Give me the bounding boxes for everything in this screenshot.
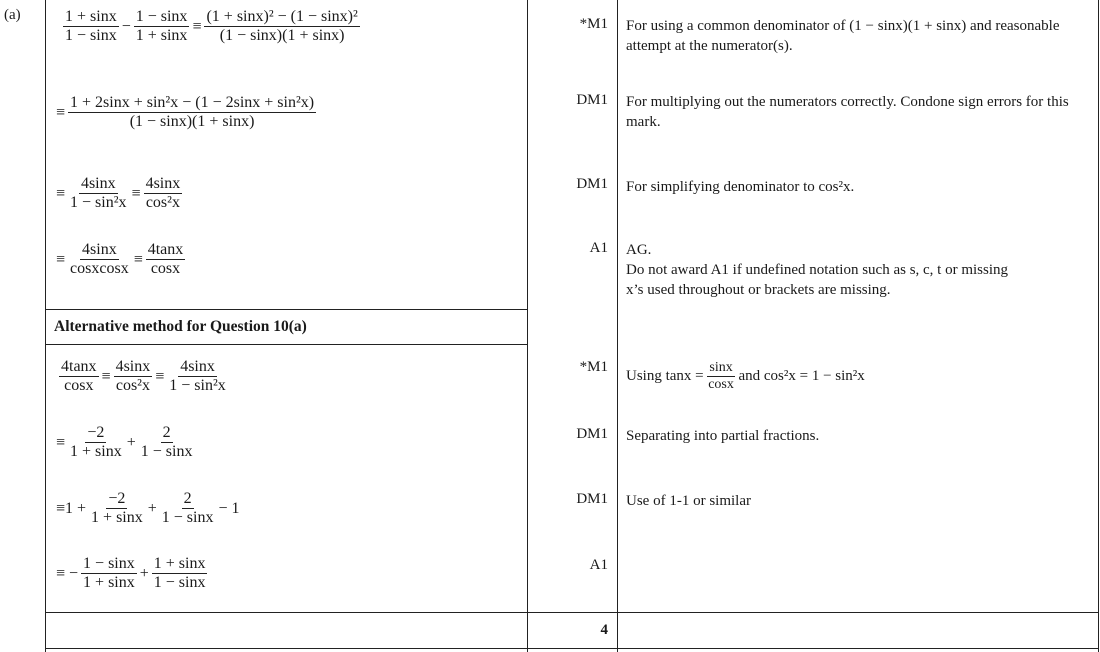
working-line-1: $\frac{1 + \sin x}{1 - \sin x}$ − $\frac{1 - \sin x}{1 + \sin x}$ ≡ $\frac{\text{(1 + sinx)² − (1 − sinx)²}}{(1 - \sin x)(1 + \sin x)}$: [65, 8, 358, 45]
working-line-3: ≡ $\frac{4\sin x}{\text{1 − sin²x}}$ ≡ $\frac{4\sin x}{\text{cos²x}}$: [56, 175, 181, 212]
mark-4: A1: [589, 240, 608, 256]
alt-heading-bottom-rule: [45, 344, 528, 345]
working-line-7: ≡1 + $\frac{-2}{1 + \sin x}$ + $\frac{2}{1 - \sin x}$ − 1: [56, 490, 240, 527]
comment-2: For multiplying out the numerators correctly. Condone sign errors for this mark.: [626, 94, 1069, 130]
table-border-right-mid: [617, 0, 618, 652]
working-line-4: ≡ $\frac{4\sin x}{\text{cosxcosx}}$ ≡ $\frac{4\tan x}{\cos x}$: [56, 241, 184, 278]
working-line-8: ≡ − $\frac{1 - \sin x}{1 + \sin x}$ + $\frac{1 + \sin x}{1 - \sin x}$: [56, 555, 206, 592]
mark-7: DM1: [576, 491, 608, 507]
alt-heading-top-rule: [45, 309, 528, 310]
mark-3: DM1: [576, 176, 608, 192]
total-marks: 4: [600, 622, 608, 638]
comment-5: Using tanx = $\frac{\sin x}{\cos x}$ and cos²x = 1 − sin²x: [626, 360, 865, 392]
working-line-2: ≡ $\frac{\text{1 + 2sinx + sin²x − (1 − 2sinx + sin²x)}}{(1 - \sin x)(1 + \sin x)}$: [56, 94, 315, 131]
comment-7: Use of 1-1 or similar: [626, 493, 751, 509]
mark-8: A1: [589, 557, 608, 573]
mark-5: *M1: [579, 359, 608, 375]
table-border-bottom: [45, 648, 1099, 649]
comment-6: Separating into partial fractions.: [626, 428, 820, 444]
working-line-5: $\frac{4\tan x}{\cos x}$ ≡ $\frac{4\sin x}{\text{cos²x}}$ ≡ $\frac{4\sin x}{\text{1 − sin²x}}$: [61, 358, 226, 395]
part-label: (a): [4, 7, 21, 23]
comment-3: For simplifying denominator to cos²x.: [626, 179, 855, 195]
mark-1: *M1: [579, 16, 608, 32]
comment-1: For using a common denominator of (1 − sinx)(1 + sinx) and reasonable attempt at the numerator(s).: [626, 18, 1060, 54]
table-border-right: [1098, 0, 1099, 652]
table-border-left: [45, 0, 46, 652]
alt-method-heading: Alternative method for Question 10(a): [54, 318, 307, 335]
working-line-6: ≡ $\frac{-2}{1 + \sin x}$ + $\frac{2}{1 - \sin x}$: [56, 424, 193, 461]
total-row-divider: [45, 612, 1099, 613]
mark-2: DM1: [576, 92, 608, 108]
mark-6: DM1: [576, 426, 608, 442]
comment-4: AG. Do not award A1 if undefined notation such as s, c, t or missing x’s used throughout or brackets are missing.: [626, 242, 1009, 298]
